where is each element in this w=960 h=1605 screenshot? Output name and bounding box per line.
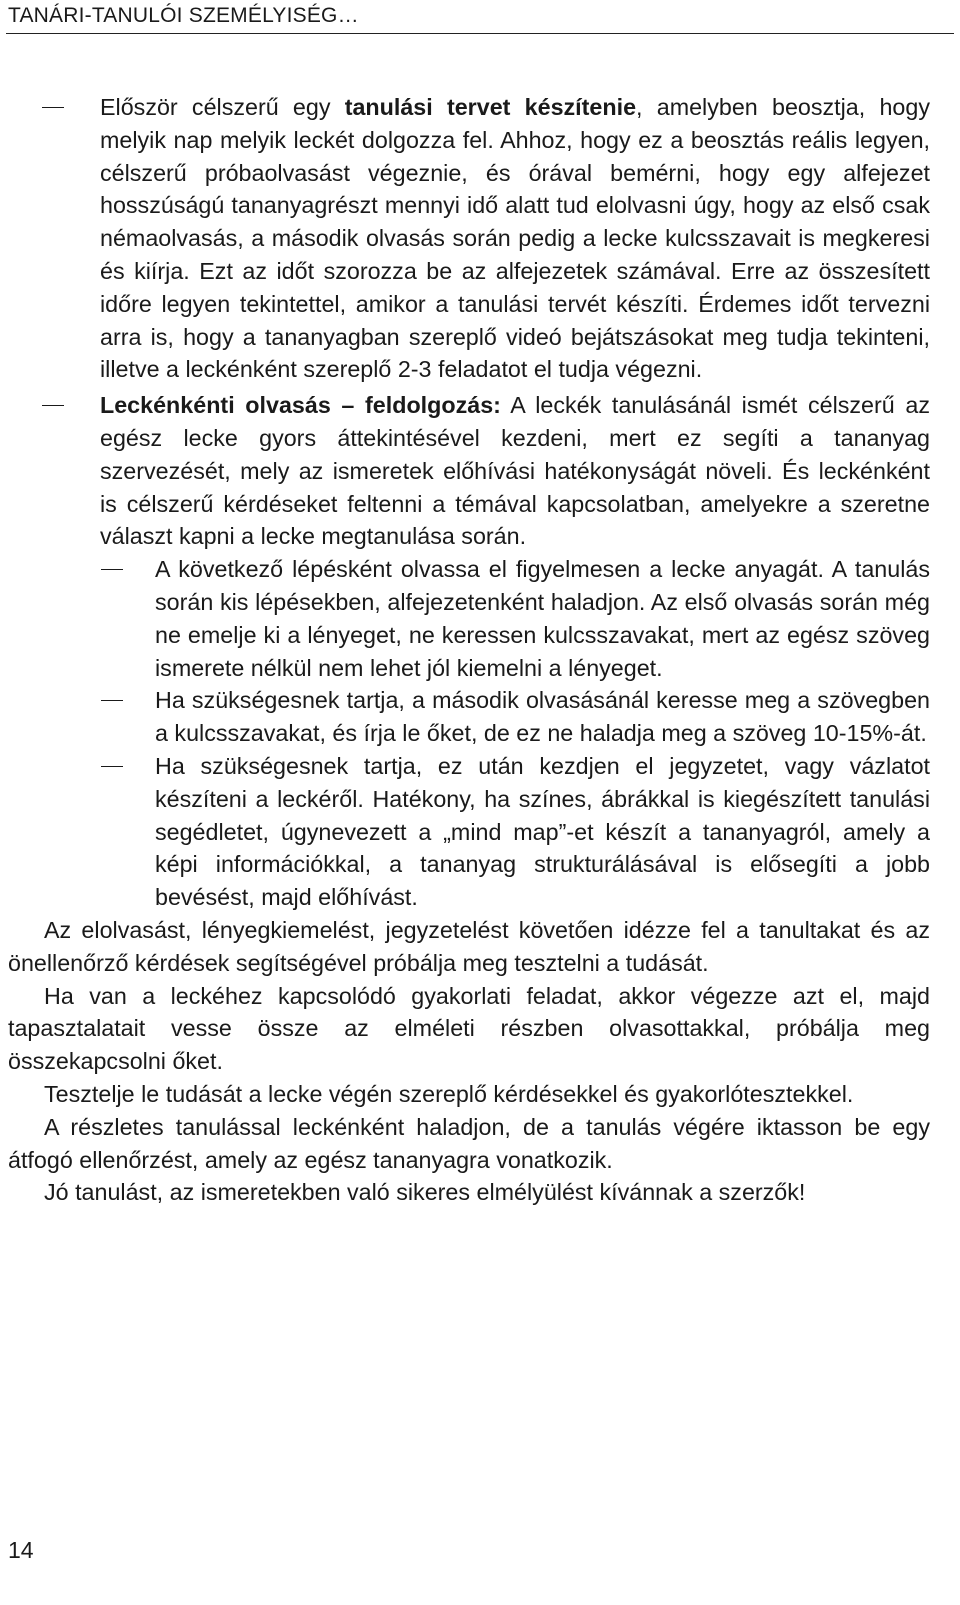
bullet-text-post: A leckék tanulásánál ismét célszerű az egész lecke gyors áttekintésével kezdeni, mert ez segíti a tananyag szervezését, mely az ismeretek előhívási hatékonyságát növeli. És leckénként is célszerű kérdéseket feltenni a témával kapcsolatban, amelyekre a szeretne választ kapni a lecke megtanulása során.: [100, 392, 930, 550]
body-paragraph: A részletes tanulással leckénként haladjon, de a tanulás végére iktasson be egy átfogó ellenőrzést, amely az egész tananyagra vonatkozik.: [8, 1113, 930, 1173]
sub-bullet-item: [8, 553, 930, 684]
sub-bullet-item: [8, 684, 930, 750]
body-paragraph: Tesztelje le tudását a lecke végén szereplő kérdésekkel és gyakorlótesztekkel.: [44, 1080, 854, 1107]
sub-bullet-text: Ha szükségesnek tartja, ez után kezdjen el jegyzetet, vagy vázlatot készíteni a leckéről. Hatékony, ha színes, ábrákkal is kiegészített tanulási segédletet, úgynevezett a „mind map”-et készít a tananyagról, amely a képi információkkal, a tananyag strukturálásával is elősegíti a jobb bevésést, majd előhívást.: [155, 752, 930, 911]
bullet-text-bold: Leckénkénti olvasás – feldolgozás:: [100, 392, 501, 419]
sub-bullet-item: [8, 750, 930, 914]
bullet-item-lesson-reading: [8, 389, 930, 553]
bullet-text-pre: Először célszerű egy: [100, 94, 345, 120]
body-paragraph: Ha van a leckéhez kapcsolódó gyakorlati feladat, akkor végezze azt el, majd tapasztalatait vesse össze az elméleti részben olvasottakkal, próbálja meg összekapcsolni őket.: [8, 982, 930, 1075]
body-paragraph: Az elolvasást, lényegkiemelést, jegyzetelést követően idézze fel a tanultakat és az önellenőrző kérdések segítségével próbálja meg tesztelni a tudását.: [8, 916, 930, 976]
dash-bullet-marker: [42, 107, 64, 108]
header-rule: [6, 33, 954, 34]
dash-bullet-marker: [42, 405, 64, 406]
bullet-item-study-plan: [8, 91, 930, 386]
dash-bullet-marker: [101, 766, 123, 767]
sub-bullet-text: Ha szükségesnek tartja, a második olvasásánál keresse meg a szövegben a kulcsszavakat, és írja le őket, de ez ne haladja meg a szöveg 10-15%-át.: [155, 687, 930, 747]
bullet-text-bold: tanulási tervet készítenie: [344, 94, 637, 120]
page-body: [8, 91, 930, 1209]
sub-bullet-text: A következő lépésként olvassa el figyelmesen a lecke anyagát. A tanulás során kis lépésekben, alfejezetenként haladjon. Az első olvasás során még ne emelje ki a lényeget, ne keressen kulcsszavakat, mert az egész szöveg ismerete nélkül nem lehet jól kiemelni a lényeget.: [155, 556, 930, 681]
dash-bullet-marker: [101, 700, 123, 701]
body-paragraph: Jó tanulást, az ismeretekben való sikeres elmélyülést kívánnak a szerzők!: [44, 1179, 806, 1206]
running-header: TANÁRI-TANULÓI SZEMÉLYISÉG…: [8, 4, 359, 27]
dash-bullet-marker: [101, 569, 123, 570]
bullet-text-post: , amelyben beosztja, hogy melyik nap melyik leckét dolgozza fel. Ahhoz, hogy ez a beosztás reális legyen, célszerű próbaolvasást végeznie, és órával bemérni, hogy egy alfejezet hosszúságú tananyagrészt mennyi idő alatt tud elolvasni úgy, hogy az első csak némaolvasás, a második olvasás során pedig a lecke kulcsszavait is megkeresi és kiírja. Ezt az időt szorozza be az alfejezetek számával. Erre az összesített időre legyen tekintettel, amikor a tanulási tervét készíti. Érdemes időt tervezni arra is, hogy a tananyagban szereplő videó bejátszásokat meg tudja tekinteni, illetve a leckénként szereplő 2-3 feladatot el tudja végezni.: [100, 94, 930, 383]
page-number: 14: [8, 1537, 34, 1563]
